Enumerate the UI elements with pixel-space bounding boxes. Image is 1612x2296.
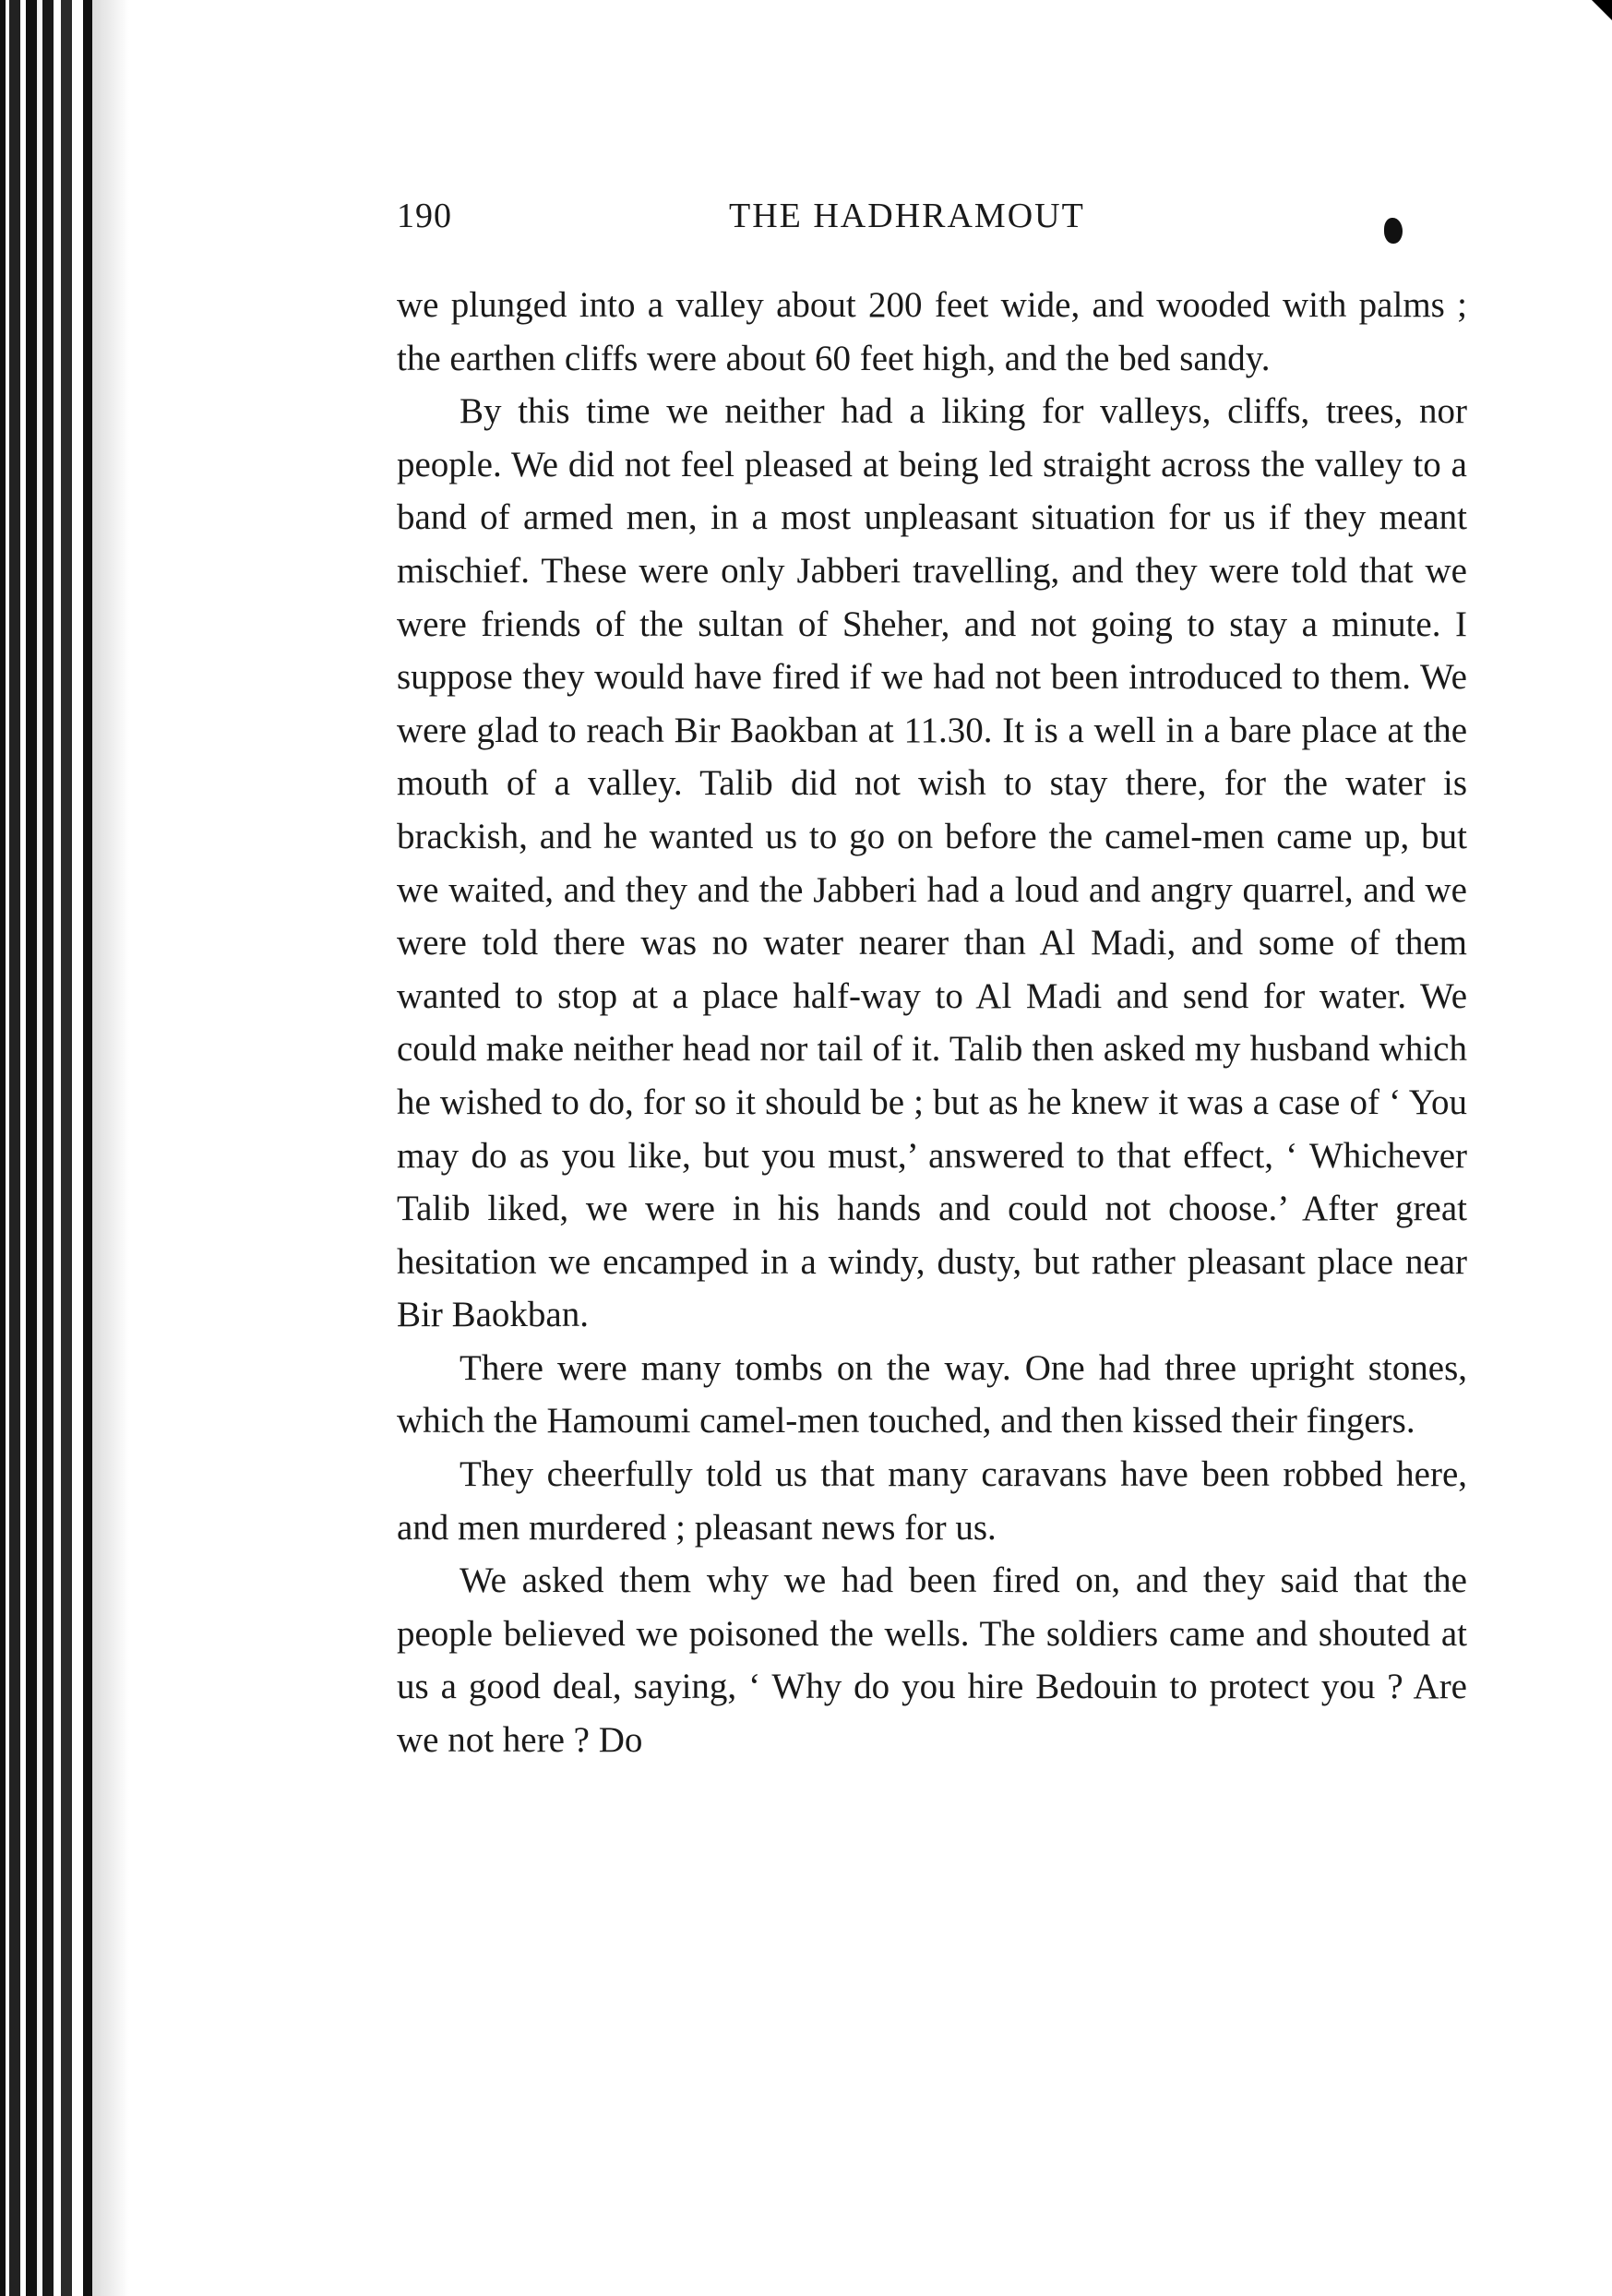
paragraph-3: There were many tombs on the way. One had three upright stones, which the Hamoumi camel-men touched, and then kissed their fingers.	[397, 1347, 1467, 1441]
running-header	[397, 196, 1467, 242]
gutter-shadow	[92, 0, 129, 2296]
running-title: THE HADHRAMOUT	[729, 197, 1085, 235]
paragraph-5: We asked them why we had been fired on, and they said that the people believed we poisoned the wells. The soldiers came and shouted at us a good deal, saying, ‘ Why do you hire Bedouin to protect you ? Are we not here ? Do	[397, 1561, 1467, 1761]
body-text	[397, 279, 1467, 1767]
paragraph-4: They cheerfully told us that many caravans have been robbed here, and men murdered ; pleasant news for us.	[397, 1454, 1467, 1548]
paragraph-2: By this time we neither had a liking for valleys, cliffs, trees, nor people. We did not feel pleased at being led straight across the valley to a band of armed men, in a most unpleasant situation for us if they meant mischief. These were only Jabberi travelling, and they were told that we were friends of the sultan of Sheher, and not going to stay a minute. I suppose they would have fired if we had not been introduced to them. We were glad to reach Bir Baokban at 11.30. It is a well in a bare place at the mouth of a valley. Talib did not wish to stay there, for the water is brackish, and he wanted us to go on before the camel-men came up, but we waited, and they and the Jabberi had a loud and angry quarrel, and we were told there was no water nearer than Al Madi, and some of them wanted to stop at a place half-way to Al Madi and send for water. We could make neither head nor tail of it. Talib then asked my husband which he wished to do, for so it should be ; but as he knew it was a case of ‘ You may do as you like, but you must,’ answered to that effect, ‘ Whichever Talib liked, we were in his hands and could not choose.’ After great hesitation we encamped in a windy, dusty, but rather pleasant place near Bir Baokban.	[397, 391, 1467, 1335]
page-number: 190	[397, 197, 452, 235]
paragraph-1: we plunged into a valley about 200 feet wide, and wooded with palms ; the earthen cliffs were about 60 feet high, and the bed sandy.	[397, 285, 1467, 378]
corner-mark	[1592, 0, 1612, 20]
